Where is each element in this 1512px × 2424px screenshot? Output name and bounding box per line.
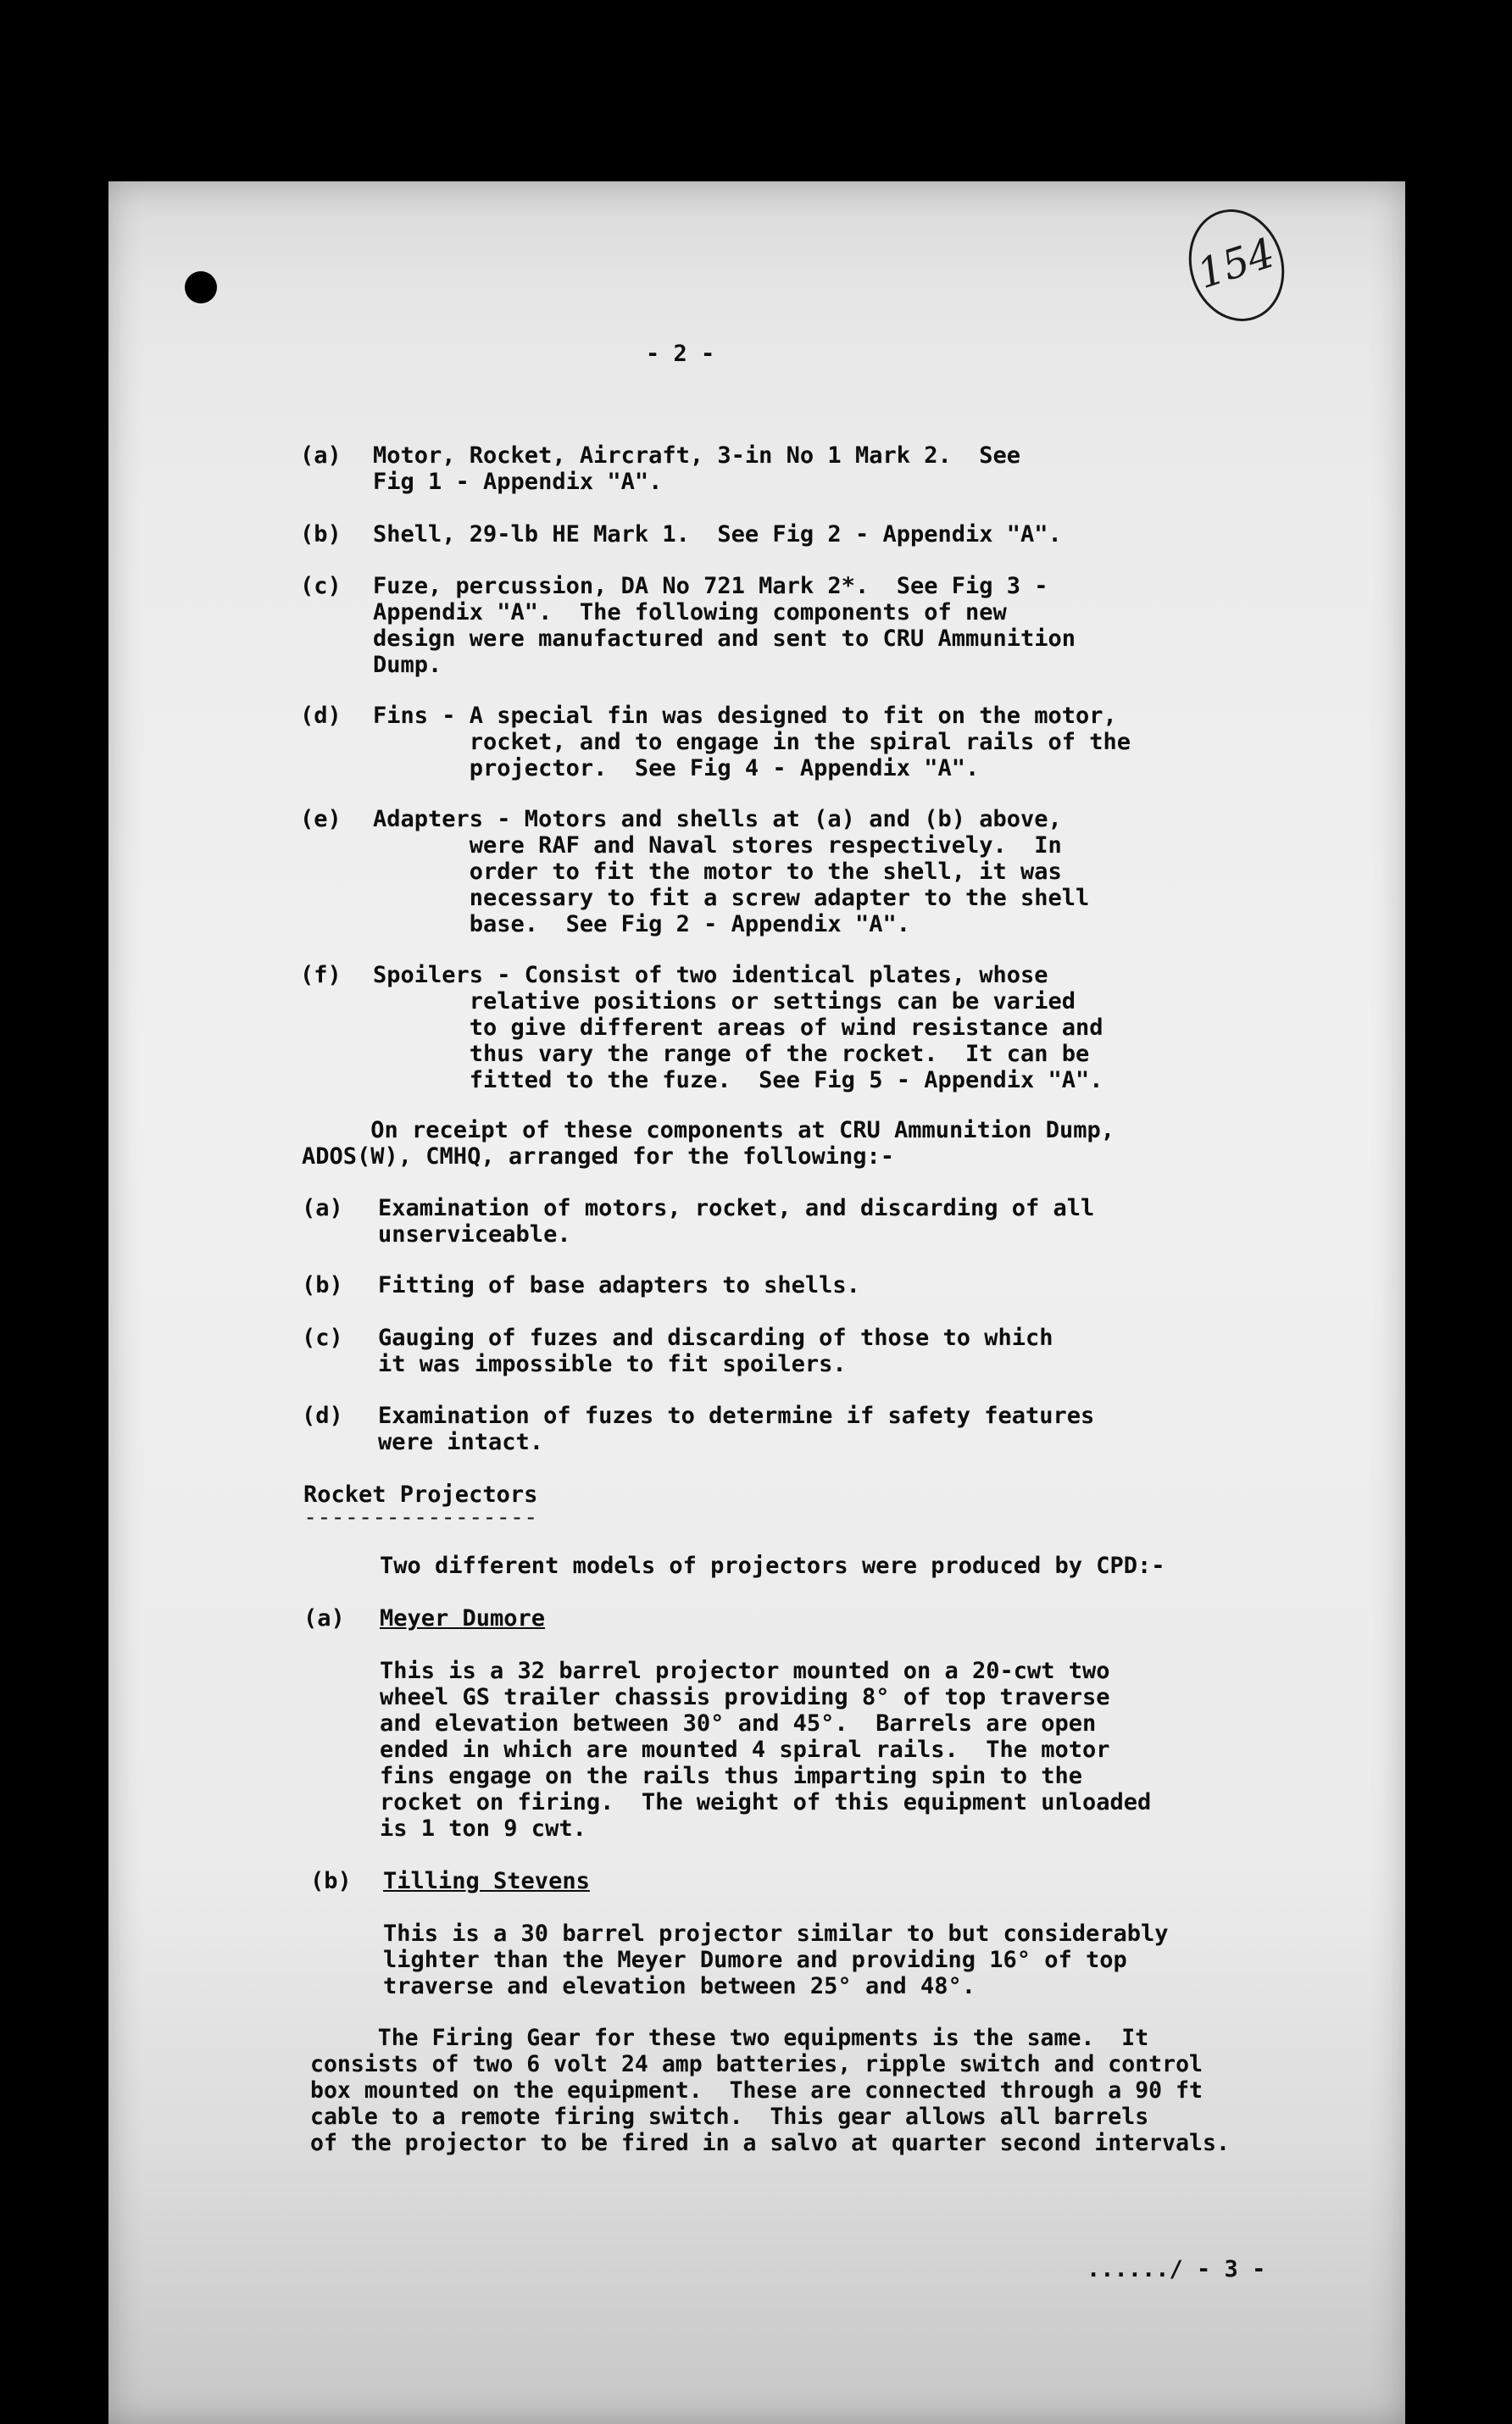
list-item-label: (a): [302, 1195, 343, 1221]
projector-b-title: Tilling Stevens: [383, 1868, 590, 1894]
list-item-text: Fuze, percussion, DA No 721 Mark 2*. See Fig 3 - Appendix "A". The following components of new design were manufactured and sent to CRU Ammunition Dump.: [373, 573, 1076, 678]
list-item-label: (d): [300, 703, 342, 729]
list-item-text: Fitting of base adapters to shells.: [378, 1272, 860, 1298]
list-item-text: Examination of fuzes to determine if safety features were intact.: [378, 1403, 1095, 1455]
list-item-text: Motor, Rocket, Aircraft, 3-in No 1 Mark 2. See Fig 1 - Appendix "A".: [373, 442, 1021, 495]
page-number: - 2 -: [646, 341, 715, 367]
list-item-text: Examination of motors, rocket, and discarding of all unserviceable.: [378, 1195, 1095, 1248]
projector-a-text: This is a 32 barrel projector mounted on a 20-cwt two wheel GS trailer chassis providing 8° of top traverse and elevation between 30° and 45°. Barrels are open ended in which are mounted 4 spiral rails. The motor fins engage on the rails thus imparting spin to the rocket on firing. The weight of this equipment unloaded is 1 ton 9 cwt.: [380, 1658, 1152, 1842]
list-item-label: (c): [302, 1325, 343, 1351]
receipt-paragraph: On receipt of these components at CRU Ammunition Dump, ADOS(W), CMHQ, arranged for the following:-: [302, 1117, 1115, 1170]
list-item-label: (a): [300, 442, 342, 469]
list-item-text: Shell, 29-lb HE Mark 1. See Fig 2 - Appendix "A".: [373, 521, 1062, 548]
list-item-text: Fins - A special fin was designed to fit on the motor, rocket, and to engage in the spiral rails of the projector. See Fig 4 - Appendix "A".: [373, 703, 1131, 781]
list-item-label: (e): [300, 806, 342, 832]
list-item-label: (c): [300, 573, 342, 599]
firing-gear-paragraph: The Firing Gear for these two equipments is the same. It consists of two 6 volt 24 amp batteries, ripple switch and control box mounted on the equipment. These are connected through a 90 ft cable to a remote firing switch. This gear allows all barrels of the projector to be fired in a salvo at quarter second intervals.: [310, 2025, 1230, 2156]
projector-b-text: This is a 30 barrel projector similar to but considerably lighter than the Meyer Dumore and providing 16° of top traverse and elevation between 25° and 48°.: [383, 1921, 1169, 1999]
list-item-text: Adapters - Motors and shells at (a) and (b) above, were RAF and Naval stores respectively. In order to fit the motor to the shell, it was necessary to fit a screw adapter to the shell base. See Fig 2 - Appendix "A".: [373, 806, 1090, 937]
section-heading-rule: -----------------: [303, 1504, 538, 1531]
folio-stamp-number: 154: [1192, 229, 1281, 298]
list-item-label: (f): [300, 962, 342, 988]
projector-a-label: (a): [303, 1605, 345, 1632]
list-item-text: Gauging of fuzes and discarding of those to which it was impossible to fit spoilers.: [378, 1325, 1053, 1377]
list-item-label: (b): [300, 521, 342, 548]
list-item-label: (d): [302, 1403, 343, 1429]
list-item-text: Spoilers - Consist of two identical plates, whose relative positions or settings can be varied to give different areas of wind resistance and thus vary the range of the rocket. It can be fitted to the fuze. See Fig 5 - Appendix "A".: [373, 962, 1103, 1093]
section-heading: Rocket Projectors: [303, 1482, 538, 1508]
projector-a-title: Meyer Dumore: [380, 1605, 546, 1632]
punch-hole: [185, 271, 217, 303]
projectors-intro: Two different models of projectors were produced by CPD:-: [380, 1553, 1165, 1579]
projector-b-label: (b): [310, 1868, 352, 1894]
continuation-marker: ....../ - 3 -: [1087, 2256, 1266, 2282]
list-item-label: (b): [302, 1272, 343, 1298]
